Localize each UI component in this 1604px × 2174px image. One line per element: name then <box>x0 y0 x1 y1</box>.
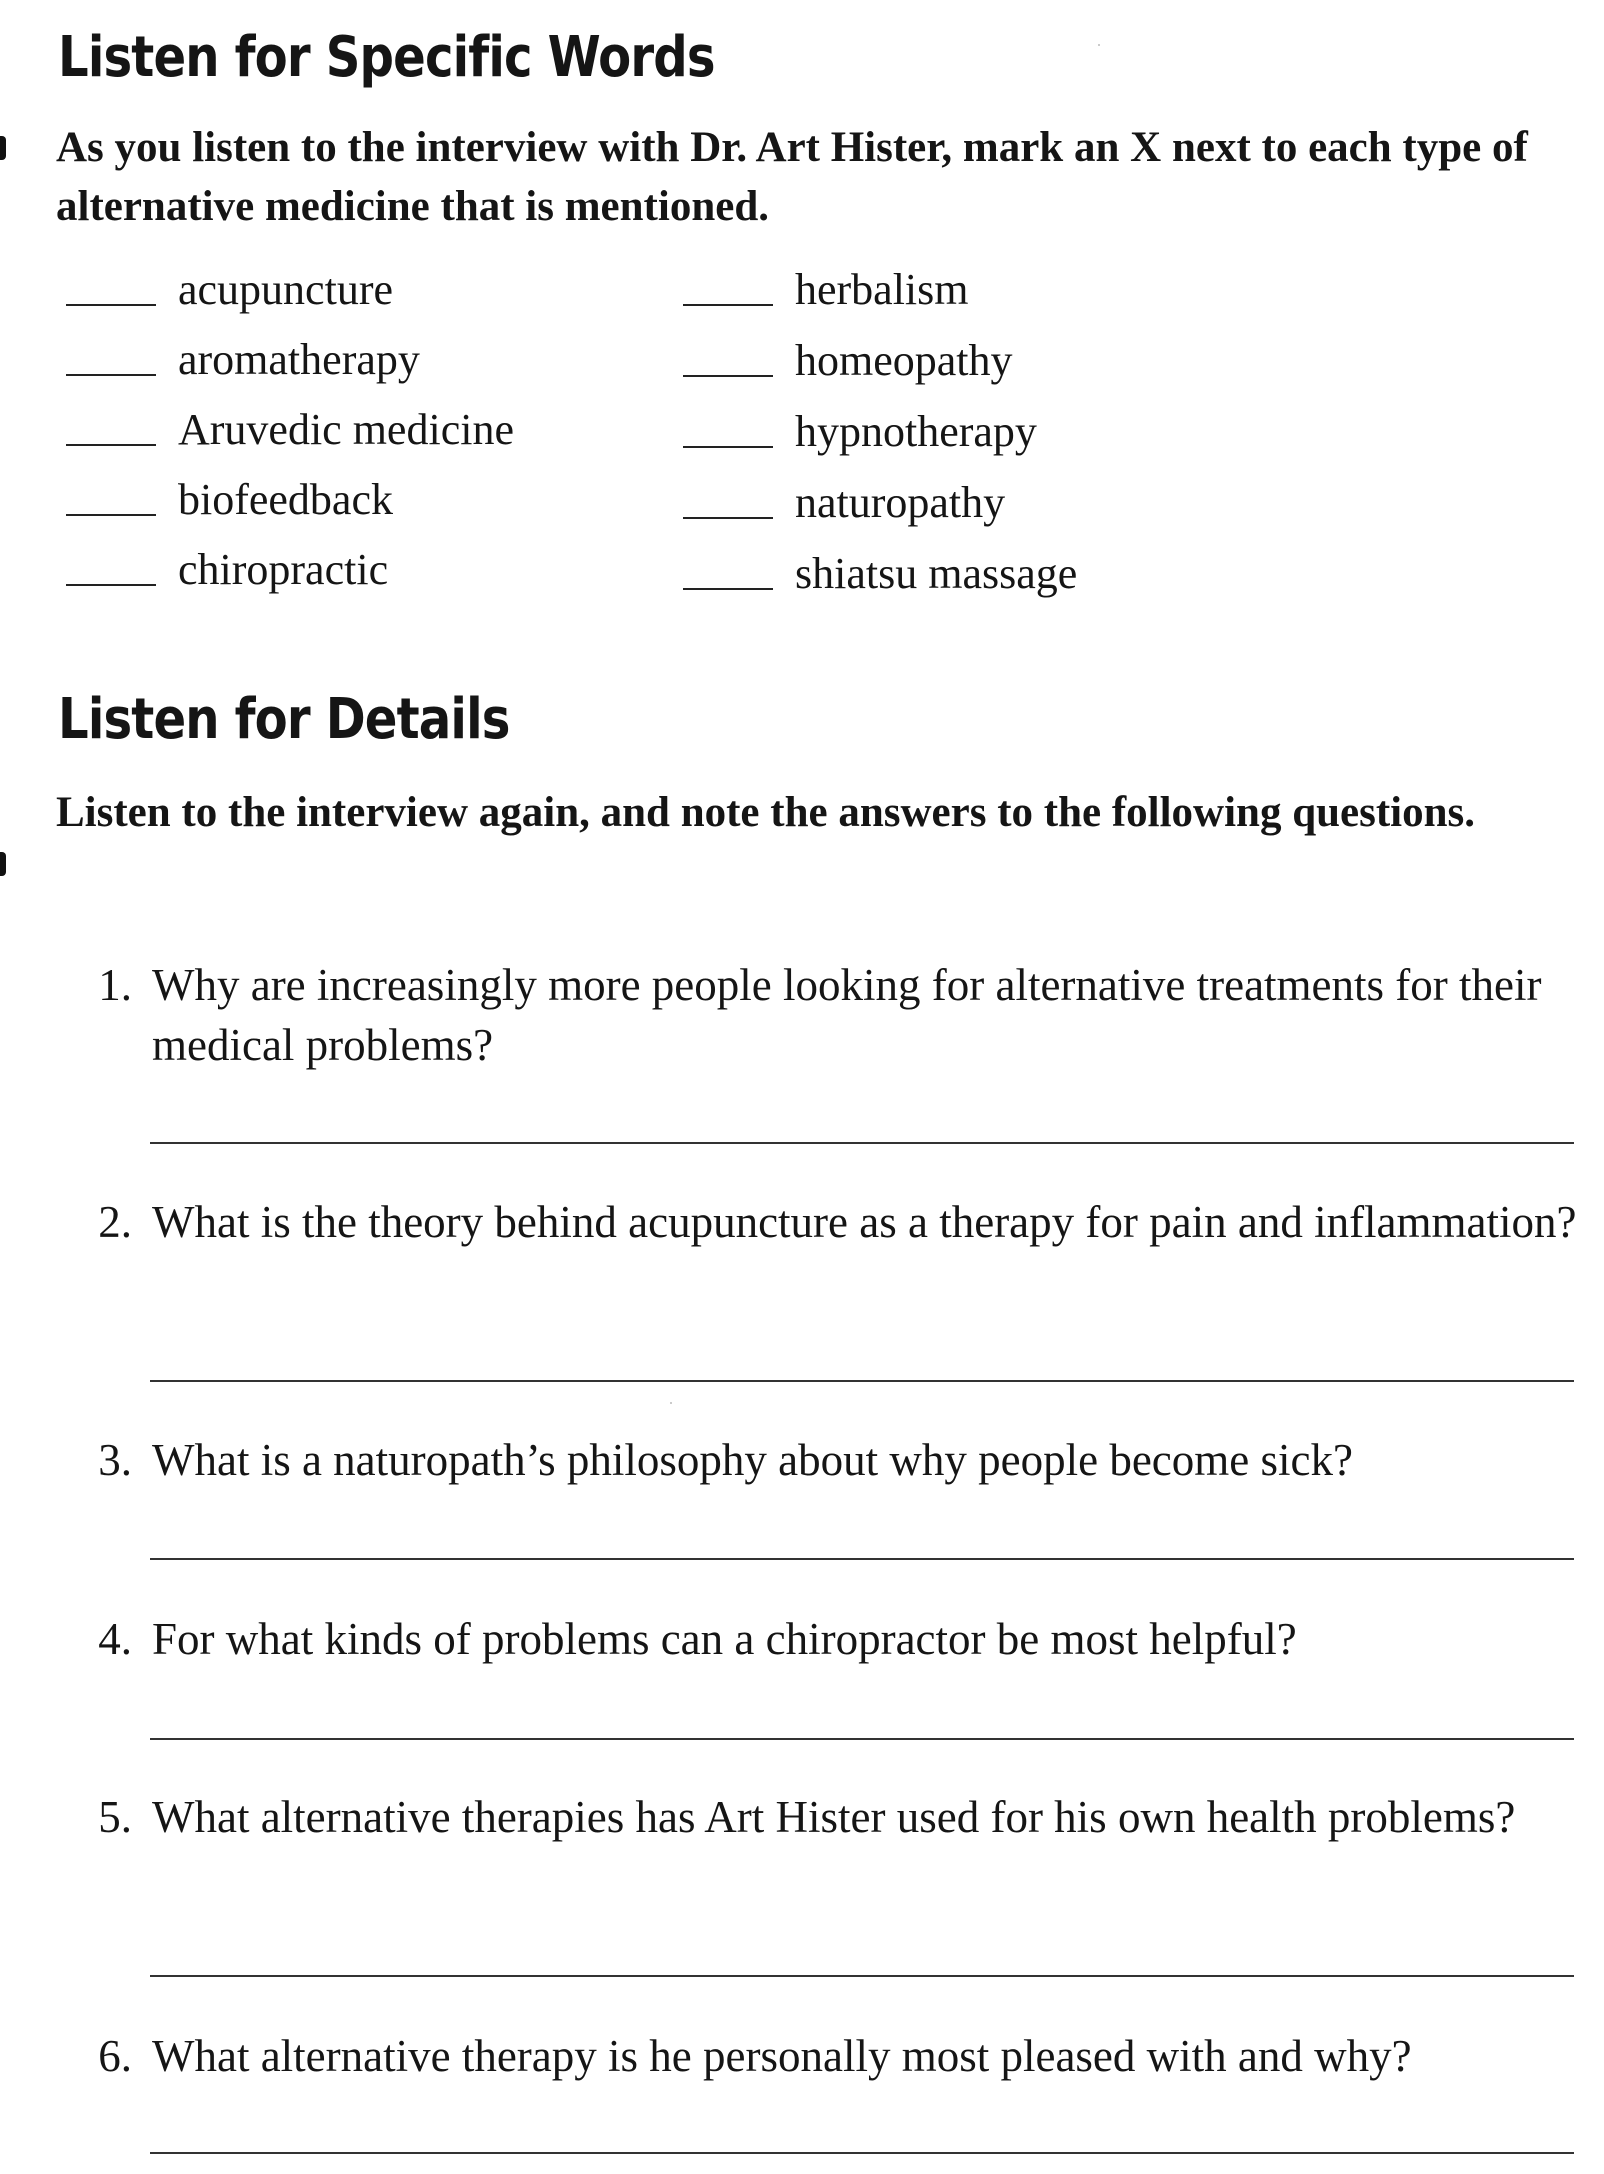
question-text: What is the theory behind acupuncture as a therapy for pain and inflammation? <box>152 1197 1577 1247</box>
word-label: naturopathy <box>795 478 1006 527</box>
margin-tab-mark <box>0 852 6 876</box>
word-label: biofeedback <box>178 475 393 524</box>
checkbox-blank[interactable] <box>683 304 773 306</box>
answer-line[interactable] <box>150 1975 1574 1977</box>
question-number: 3. <box>98 1435 132 1485</box>
word-label: shiatsu massage <box>795 549 1078 598</box>
checkbox-blank[interactable] <box>683 446 773 448</box>
checkbox-blank[interactable] <box>66 514 156 516</box>
margin-tab-mark <box>0 136 6 160</box>
answer-line[interactable] <box>150 1142 1574 1144</box>
word-label: Aruvedic medicine <box>178 405 514 454</box>
section1-instructions: As you listen to the interview with Dr. Art Hister, mark an X next to each type of alternative medicine that is mentioned. <box>56 124 1528 230</box>
answer-line[interactable] <box>150 1738 1574 1740</box>
word-label: homeopathy <box>795 336 1013 385</box>
answer-line[interactable] <box>150 2152 1574 2154</box>
checkbox-blank[interactable] <box>683 517 773 519</box>
word-label: herbalism <box>795 265 969 314</box>
checkbox-blank[interactable] <box>66 584 156 586</box>
word-label: acupuncture <box>178 265 393 314</box>
word-label: hypnotherapy <box>795 407 1037 456</box>
question-number: 4. <box>98 1614 132 1664</box>
section-title-details: Listen for Details <box>58 687 510 752</box>
checkbox-blank[interactable] <box>683 588 773 590</box>
checkbox-blank[interactable] <box>683 375 773 377</box>
question-text: Why are increasingly more people looking for alternative treatments for their medical problems? <box>152 960 1542 1070</box>
checkbox-blank[interactable] <box>66 444 156 446</box>
checkbox-blank[interactable] <box>66 374 156 376</box>
question-text: What alternative therapies has Art Hister used for his own health problems? <box>152 1792 1516 1842</box>
scan-speck <box>670 1402 672 1404</box>
answer-line[interactable] <box>150 1558 1574 1560</box>
question-number: 5. <box>98 1792 132 1842</box>
checkbox-blank[interactable] <box>66 304 156 306</box>
question-text: What is a naturopath’s philosophy about why people become sick? <box>152 1435 1353 1485</box>
section-title-specific-words: Listen for Specific Words <box>58 25 715 90</box>
question-number: 1. <box>98 960 132 1010</box>
section2-instructions: Listen to the interview again, and note the answers to the following questions. <box>56 789 1476 836</box>
word-label: chiropractic <box>178 545 389 594</box>
question-text: What alternative therapy is he personally most pleased with and why? <box>152 2031 1412 2081</box>
question-number: 2. <box>98 1197 132 1247</box>
question-number: 6. <box>98 2031 132 2081</box>
answer-line[interactable] <box>150 1380 1574 1382</box>
word-label: aromatherapy <box>178 335 420 384</box>
scan-speck <box>1098 44 1100 46</box>
question-text: For what kinds of problems can a chiropractor be most helpful? <box>152 1614 1297 1664</box>
